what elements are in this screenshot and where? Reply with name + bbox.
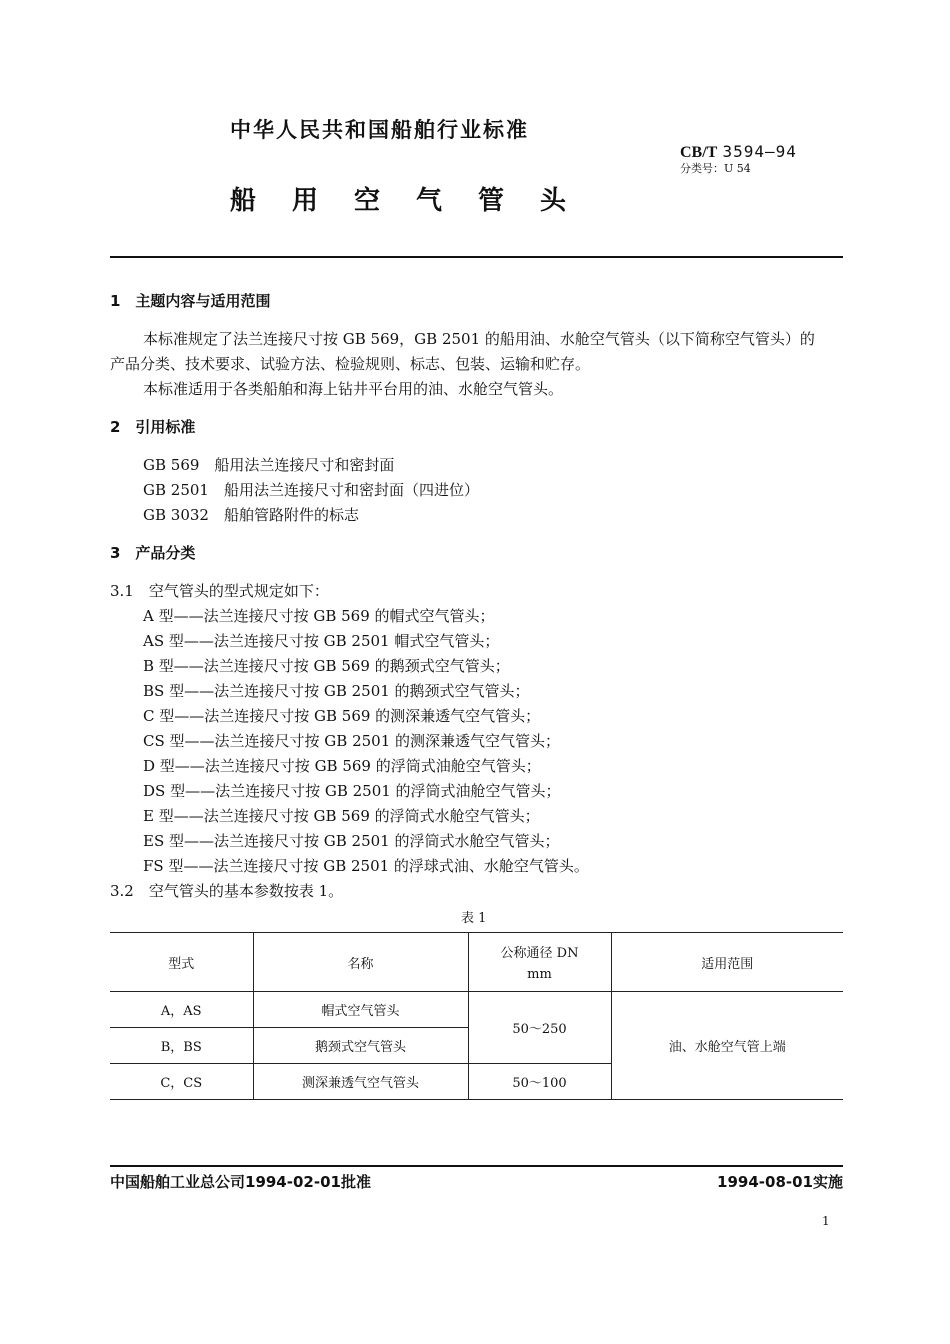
type-item: CS 型——法兰连接尺寸按 GB 2501 的测深兼透气空气管头； — [143, 732, 561, 750]
section-1-heading: 1 主题内容与适用范围 — [110, 292, 271, 310]
cell-dn: 50～100 — [468, 1064, 611, 1100]
type-item: AS 型——法兰连接尺寸按 GB 2501 帽式空气管头； — [143, 632, 500, 650]
header-nominal-diameter — [468, 933, 611, 992]
header-dn-unit: mm — [527, 967, 552, 982]
type-item: A 型——法兰连接尺寸按 GB 569 的帽式空气管头； — [143, 607, 495, 625]
classification-number: 分类号：U 54 — [680, 162, 751, 175]
type-item: ES 型——法兰连接尺寸按 GB 2501 的浮筒式水舱空气管头； — [143, 832, 560, 850]
type-item: E 型——法兰连接尺寸按 GB 569 的浮筒式水舱空气管头； — [143, 807, 540, 825]
cell-dn-merged: 50～250 — [468, 992, 611, 1064]
cell-name: 帽式空气管头 — [253, 992, 468, 1028]
clause-3-2: 3.2 空气管头的基本参数按表 1。 — [110, 882, 344, 900]
effective-date: 1994-08-01实施 — [717, 1173, 843, 1191]
reference-item: GB 569 船用法兰连接尺寸和密封面 — [143, 456, 395, 474]
section-1-paragraph-line: 本标准规定了法兰连接尺寸按 GB 569，GB 2501 的船用油、水舱空气管头（以下简称空气管头）的 — [143, 330, 815, 348]
type-item: D 型——法兰连接尺寸按 GB 569 的浮筒式油舱空气管头； — [143, 757, 541, 775]
cell-type: B，BS — [110, 1028, 253, 1064]
document-title: 船用空气管头 — [230, 186, 603, 216]
standard-number: 3594—94 — [722, 142, 797, 161]
approval-date: 中国船舶工业总公司1994-02-01批准 — [110, 1173, 371, 1191]
cell-scope-merged: 油、水舱空气管上端 — [611, 992, 843, 1100]
cell-name: 测深兼透气空气管头 — [253, 1064, 468, 1100]
type-item: DS 型——法兰连接尺寸按 GB 2501 的浮筒式油舱空气管头； — [143, 782, 561, 800]
type-item: C 型——法兰连接尺寸按 GB 569 的测深兼透气空气管头； — [143, 707, 541, 725]
section-1-paragraph-line: 产品分类、技术要求、试验方法、检验规则、标志、包装、运输和贮存。 — [110, 355, 591, 373]
header-name: 名称 — [253, 933, 468, 992]
type-item: FS 型——法兰连接尺寸按 GB 2501 的浮球式油、水舱空气管头。 — [143, 857, 589, 875]
header-scope: 适用范围 — [611, 933, 843, 992]
header-type: 型式 — [110, 933, 253, 992]
table-caption: 表 1 — [461, 911, 487, 926]
clause-3-1: 3.1 空气管头的型式规定如下： — [110, 582, 329, 600]
reference-item: GB 3032 船舶管路附件的标志 — [143, 506, 359, 524]
type-item: BS 型——法兰连接尺寸按 GB 2501 的鹅颈式空气管头； — [143, 682, 530, 700]
org-title: 中华人民共和国船舶行业标准 — [230, 118, 529, 142]
page-number: 1 — [822, 1214, 830, 1228]
reference-item: GB 2501 船用法兰连接尺寸和密封面（四进位） — [143, 481, 479, 499]
cell-type: C，CS — [110, 1064, 253, 1100]
section-2-heading: 2 引用标准 — [110, 418, 196, 436]
section-1-paragraph: 本标准适用于各类船舶和海上钻井平台用的油、水舱空气管头。 — [143, 380, 564, 398]
parameters-table — [110, 932, 843, 1100]
cell-type: A，AS — [110, 992, 253, 1028]
table-row — [110, 992, 843, 1028]
type-item: B 型——法兰连接尺寸按 GB 569 的鹅颈式空气管头； — [143, 657, 510, 675]
section-3-heading: 3 产品分类 — [110, 544, 196, 562]
header-divider — [110, 256, 843, 258]
cell-name: 鹅颈式空气管头 — [253, 1028, 468, 1064]
standard-prefix: CB/T — [680, 144, 718, 161]
standard-code — [680, 142, 797, 162]
table-header-row — [110, 933, 843, 992]
footer-divider — [110, 1165, 843, 1167]
header-dn-label: 公称通径 DN — [500, 946, 579, 961]
